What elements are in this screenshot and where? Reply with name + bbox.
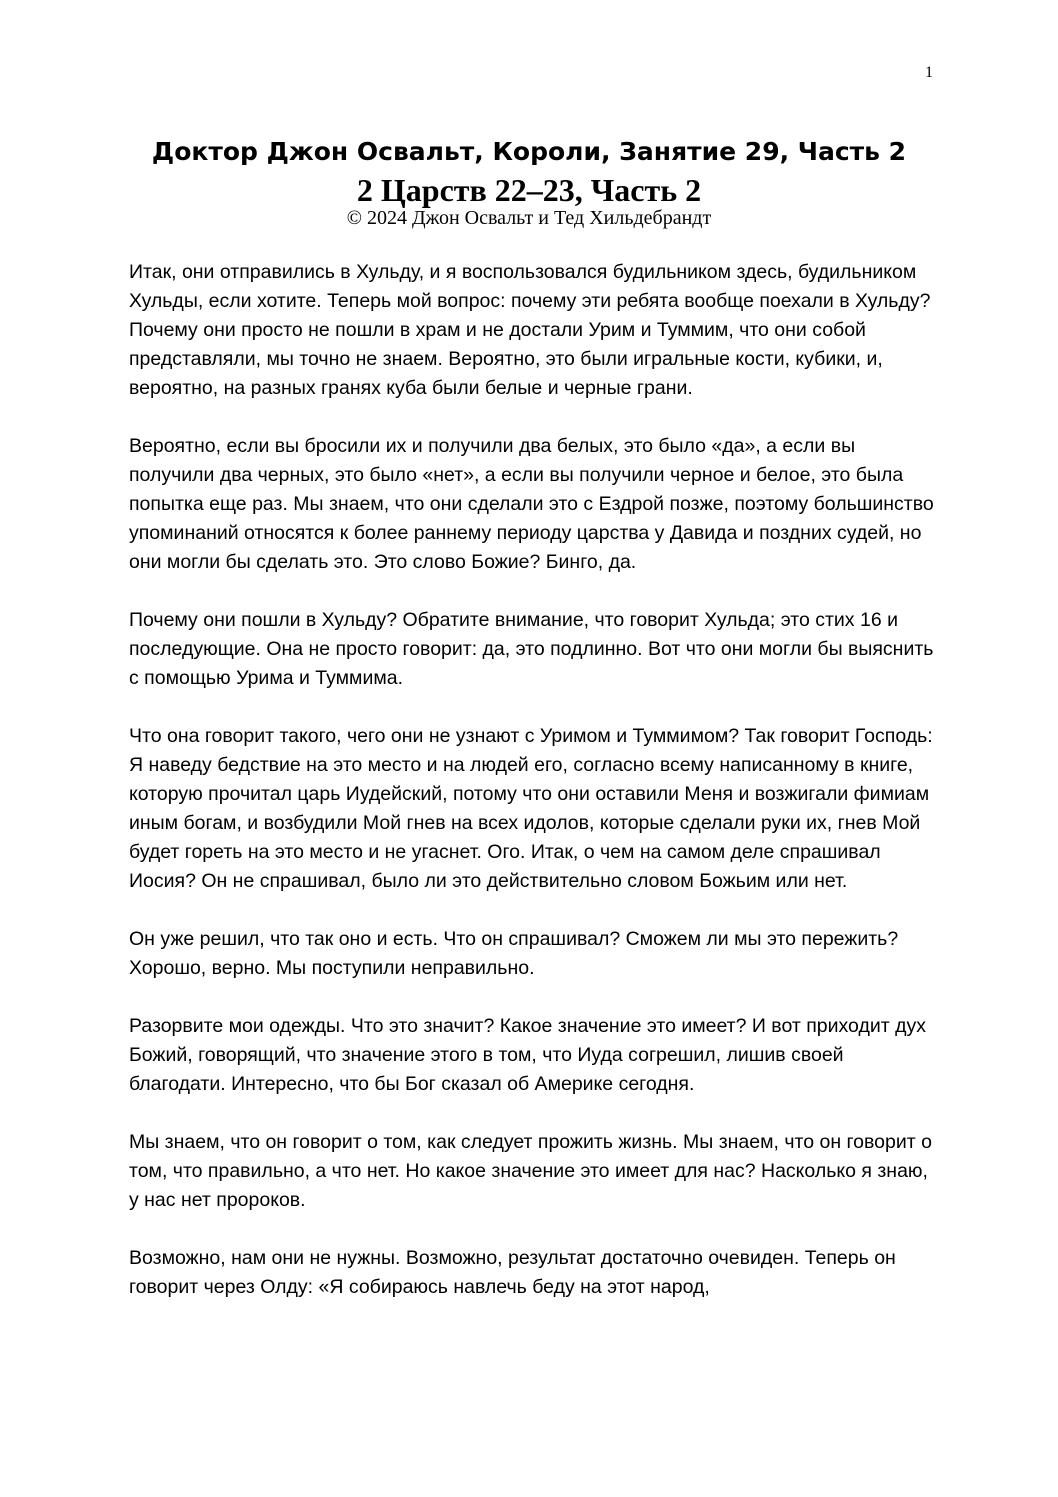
paragraph: Почему они пошли в Хульду? Обратите внимание, что говорит Хульда; это стих 16 и последующие. Она не просто говорит: да, это подлинно. Вот что они могли бы выяснить с помощью Урима и Туммима. bbox=[129, 609, 934, 689]
document-body bbox=[129, 258, 939, 1331]
paragraph: Мы знаем, что он говорит о том, как следует прожить жизнь. Мы знаем, что он говорит о том, что правильно, а что нет. Но какое значение это имеет для нас? Насколько я знаю, у нас нет пророков. bbox=[129, 1131, 932, 1211]
paragraph: Он уже решил, что так оно и есть. Что он спрашивал? Сможем ли мы это пережить? Хорошо, верно. Мы поступили неправильно. bbox=[129, 928, 899, 979]
paragraph: Разорвите мои одежды. Что это значит? Какое значение это имеет? И вот приходит дух Божий, говорящий, что значение этого в том, что Иуда согрешил, лишив своей благодати. Интересно, что бы Бог сказал об Америке сегодня. bbox=[129, 1015, 926, 1095]
paragraph: Итак, они отправились в Хульду, и я воспользовался будильником здесь, будильником Хульды, если хотите. Теперь мой вопрос: почему эти ребята вообще поехали в Хульду? Почему они просто не пошли в храм и не достали Урим и Туммим, что они собой представляли, мы точно не знаем. Вероятно, это были игральные кости, кубики, и, вероятно, на разных гранях куба были белые и черные грани. bbox=[129, 261, 931, 399]
document-header bbox=[0, 134, 1058, 230]
copyright-notice: © 2024 Джон Освальт и Тед Хильдебрандт bbox=[346, 207, 712, 229]
document-subtitle: 2 Царств 22–23, Часть 2 bbox=[356, 172, 702, 208]
paragraph: Что она говорит такого, чего они не узнают с Уримом и Туммимом? Так говорит Господь: Я наведу бедствие на это место и на людей его, согласно всему написанному в книге, которую прочитал царь Иудейский, потому что они оставили Меня и возжигали фимиам иным богам, и возбудили Мой гнев на всех идолов, которые сделали руки их, гнев Мой будет гореть на это место и не угаснет. Ого. Итак, о чем на самом деле спрашивал Иосия? Он не спрашивал, было ли это действительно словом Божьим или нет. bbox=[129, 725, 933, 892]
paragraph: Возможно, нам они не нужны. Возможно, результат достаточно очевиден. Теперь он говорит через Олду: «Я собираюсь навлечь беду на этот народ, bbox=[129, 1247, 896, 1298]
document-title: Доктор Джон Освальт, Короли, Занятие 29, Часть 2 bbox=[151, 137, 907, 166]
paragraph: Вероятно, если вы бросили их и получили два белых, это было «да», а если вы получили два черных, это было «нет», а если вы получили черное и белое, это была попытка еще раз. Мы знаем, что они сделали это с Ездрой позже, поэтому большинство упоминаний относятся к более раннему периоду царства у Давида и поздних судей, но они могли бы сделать это. Это слово Божие? Бинго, да. bbox=[129, 435, 934, 573]
page-number: 1 bbox=[925, 64, 933, 81]
